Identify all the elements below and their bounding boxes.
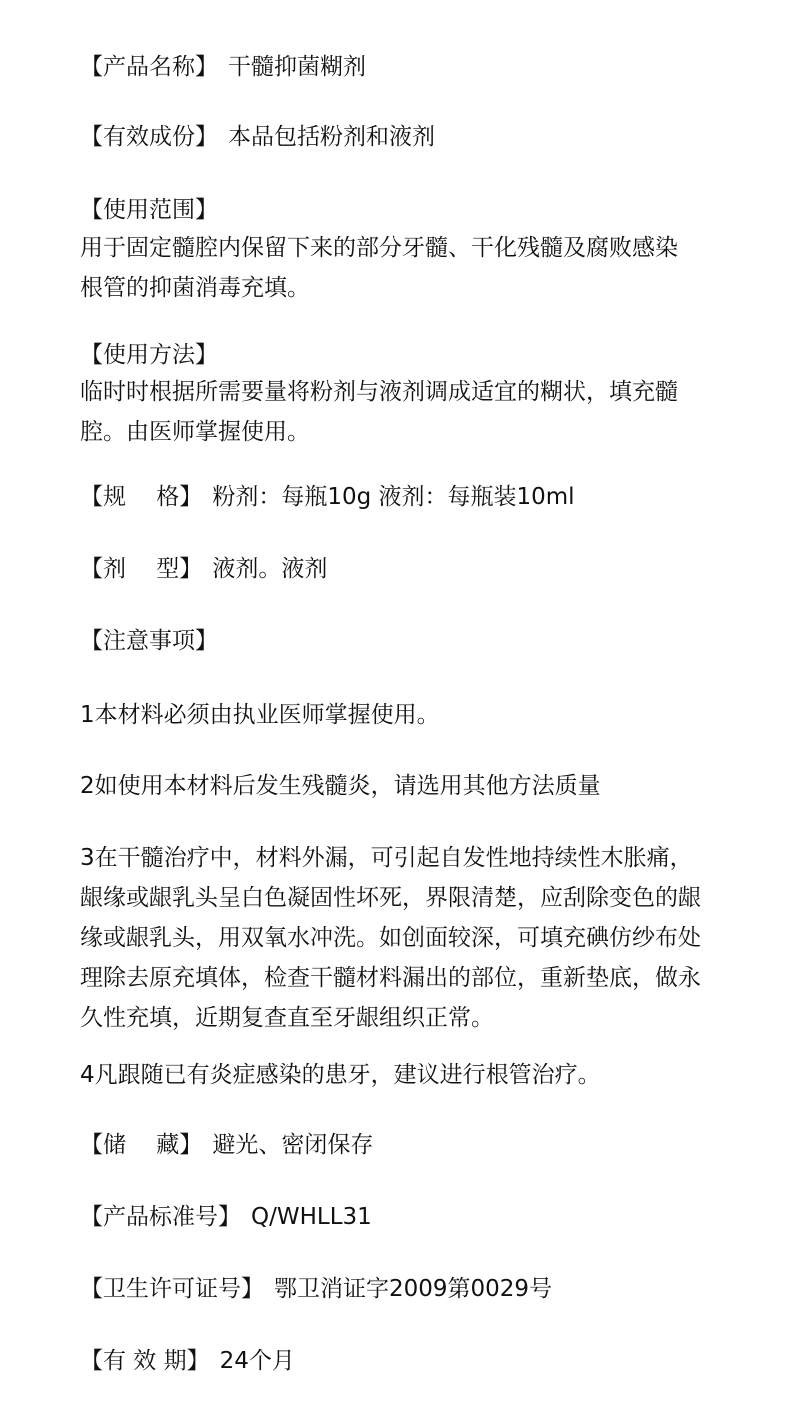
usage-text: 临时时根据所需要量将粉剂与液剂调成适宜的糊状，填充髓 腔。由医师掌握使用。 (80, 379, 678, 445)
note-item-2: 2如使用本材料后发生残髓炎，请选用其他方法质量 (80, 773, 601, 799)
scope-label: 【使用范围】 (80, 197, 218, 223)
note-item-1: 1本材料必须由执业医师掌握使用。 (80, 702, 440, 728)
standard-value: Q/WHLL31 (251, 1204, 372, 1230)
product-name-label: 【产品名称】 (80, 54, 218, 80)
product-name-row (80, 47, 771, 87)
ingredients-row (80, 117, 771, 157)
ingredients-value: 本品包括粉剂和液剂 (228, 124, 435, 150)
standard-row (80, 1197, 771, 1237)
validity-value: 24个月 (219, 1348, 295, 1374)
storage-label: 【储 藏】 (80, 1132, 203, 1158)
form-row (80, 549, 771, 589)
form-label: 【剂 型】 (80, 556, 203, 582)
validity-row (80, 1341, 771, 1381)
note-item-4: 4凡跟随已有炎症感染的患牙，建议进行根管治疗。 (80, 1062, 601, 1088)
spec-row (80, 477, 771, 517)
note-item-3: 3在干髓治疗中，材料外漏，可引起自发性地持续性木胀痛， 龈缘或龈乳头呈白色凝固性坏死，界限清楚，应刮除变色的龈 缘或龈乳头，用双氧水冲洗。如创面较深，可填充碘仿纱布处 理除去原充填体，检查干髓材料漏出的部位，重新垫底，做永 久性充填，近期复查直至牙龈组织正常。 (80, 845, 701, 1031)
product-name-value: 干髓抑菌糊剂 (228, 54, 366, 80)
license-label: 【卫生许可证号】 (80, 1276, 264, 1302)
scope-text: 用于固定髓腔内保留下来的部分牙髓、干化残髓及腐败感染 根管的抑菌消毒充填。 (80, 235, 678, 301)
license-row (80, 1269, 771, 1309)
notes-label: 【注意事项】 (80, 628, 218, 654)
form-value: 液剂。液剂 (212, 556, 328, 582)
standard-label: 【产品标准号】 (80, 1204, 241, 1230)
usage-label: 【使用方法】 (80, 342, 218, 368)
ingredients-label: 【有效成份】 (80, 124, 218, 150)
storage-value: 避光、密闭保存 (212, 1132, 374, 1158)
license-value: 鄂卫消证字2009第0029号 (274, 1276, 553, 1302)
validity-label: 【有 效 期】 (80, 1348, 210, 1374)
storage-row (80, 1125, 771, 1165)
spec-label: 【规 格】 (80, 484, 203, 510)
spec-value: 粉剂：每瓶10g 液剂：每瓶装10ml (212, 484, 575, 510)
